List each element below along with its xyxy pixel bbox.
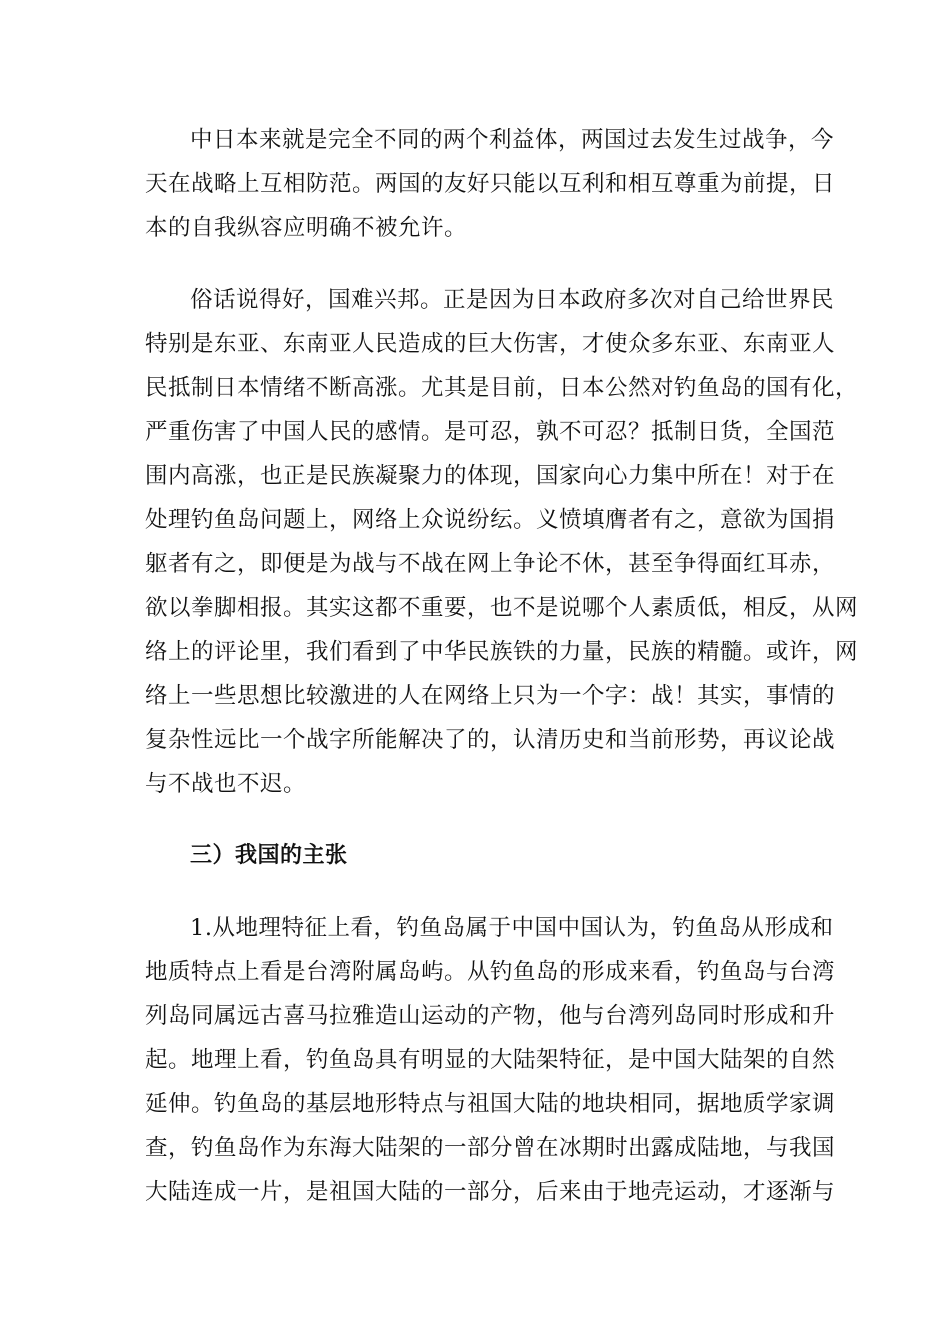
text-line: 欲以拳脚相报。其实这都不重要，也不是说哪个人素质低，相反，从网 [145, 595, 859, 621]
text-line: 地质特点上看是台湾附属岛屿。从钓鱼岛的形成来看，钓鱼岛与台湾 [145, 959, 836, 985]
section-heading: 三）我国的主张 [190, 843, 348, 868]
text-line: 俗话说得好，国难兴邦。正是因为日本政府多次对自己给世界民 [190, 287, 835, 313]
text-line: 1.从地理特征上看，钓鱼岛属于中国中国认为，钓鱼岛从形成和 [190, 915, 834, 941]
text-line: 本的自我纵容应明确不被允许。 [145, 215, 468, 241]
text-line: 起。地理上看，钓鱼岛具有明显的大陆架特征，是中国大陆架的自然 [145, 1047, 836, 1073]
text-line: 络上一些思想比较激进的人在网络上只为一个字：战！其实，事情的 [145, 683, 836, 709]
text-line: 列岛同属远古喜马拉雅造山运动的产物，他与台湾列岛同时形成和升 [145, 1003, 836, 1029]
text-line: 特别是东亚、东南亚人民造成的巨大伤害，才使众多东亚、东南亚人 [145, 331, 836, 357]
text-line: 延伸。钓鱼岛的基层地形特点与祖国大陆的地块相同，据地质学家调 [145, 1091, 836, 1117]
paragraph-1 [145, 118, 836, 250]
document-page [145, 118, 859, 1242]
text-line: 中日本来就是完全不同的两个利益体，两国过去发生过战争，今 [190, 127, 835, 153]
text-line: 处理钓鱼岛问题上，网络上众说纷纭。义愤填膺者有之，意欲为国捐 [145, 507, 836, 533]
text-line: 围内高涨，也正是民族凝聚力的体现，国家向心力集中所在！对于在 [145, 463, 836, 489]
text-line: 复杂性远比一个战字所能解决了的，认清历史和当前形势，再议论战 [145, 727, 836, 753]
text-line: 躯者有之，即便是为战与不战在网上争论不休，甚至争得面红耳赤， [145, 551, 836, 577]
section-paragraph [145, 906, 836, 1214]
text-line: 天在战略上互相防范。两国的友好只能以互利和相互尊重为前提，日 [145, 171, 836, 197]
text-line: 严重伤害了中国人民的感情。是可忍，孰不可忍？抵制日货，全国范 [145, 419, 836, 445]
paragraph-2 [145, 278, 859, 806]
text-line: 大陆连成一片，是祖国大陆的一部分，后来由于地壳运动，才逐渐与 [145, 1179, 836, 1205]
text-line: 民抵制日本情绪不断高涨。尤其是目前，日本公然对钓鱼岛的国有化， [145, 375, 859, 401]
text-line: 络上的评论里，我们看到了中华民族铁的力量，民族的精髓。或许，网 [145, 639, 859, 665]
text-line: 查，钓鱼岛作为东海大陆架的一部分曾在冰期时出露成陆地，与我国 [145, 1135, 836, 1161]
text-line: 与不战也不迟。 [145, 771, 307, 797]
